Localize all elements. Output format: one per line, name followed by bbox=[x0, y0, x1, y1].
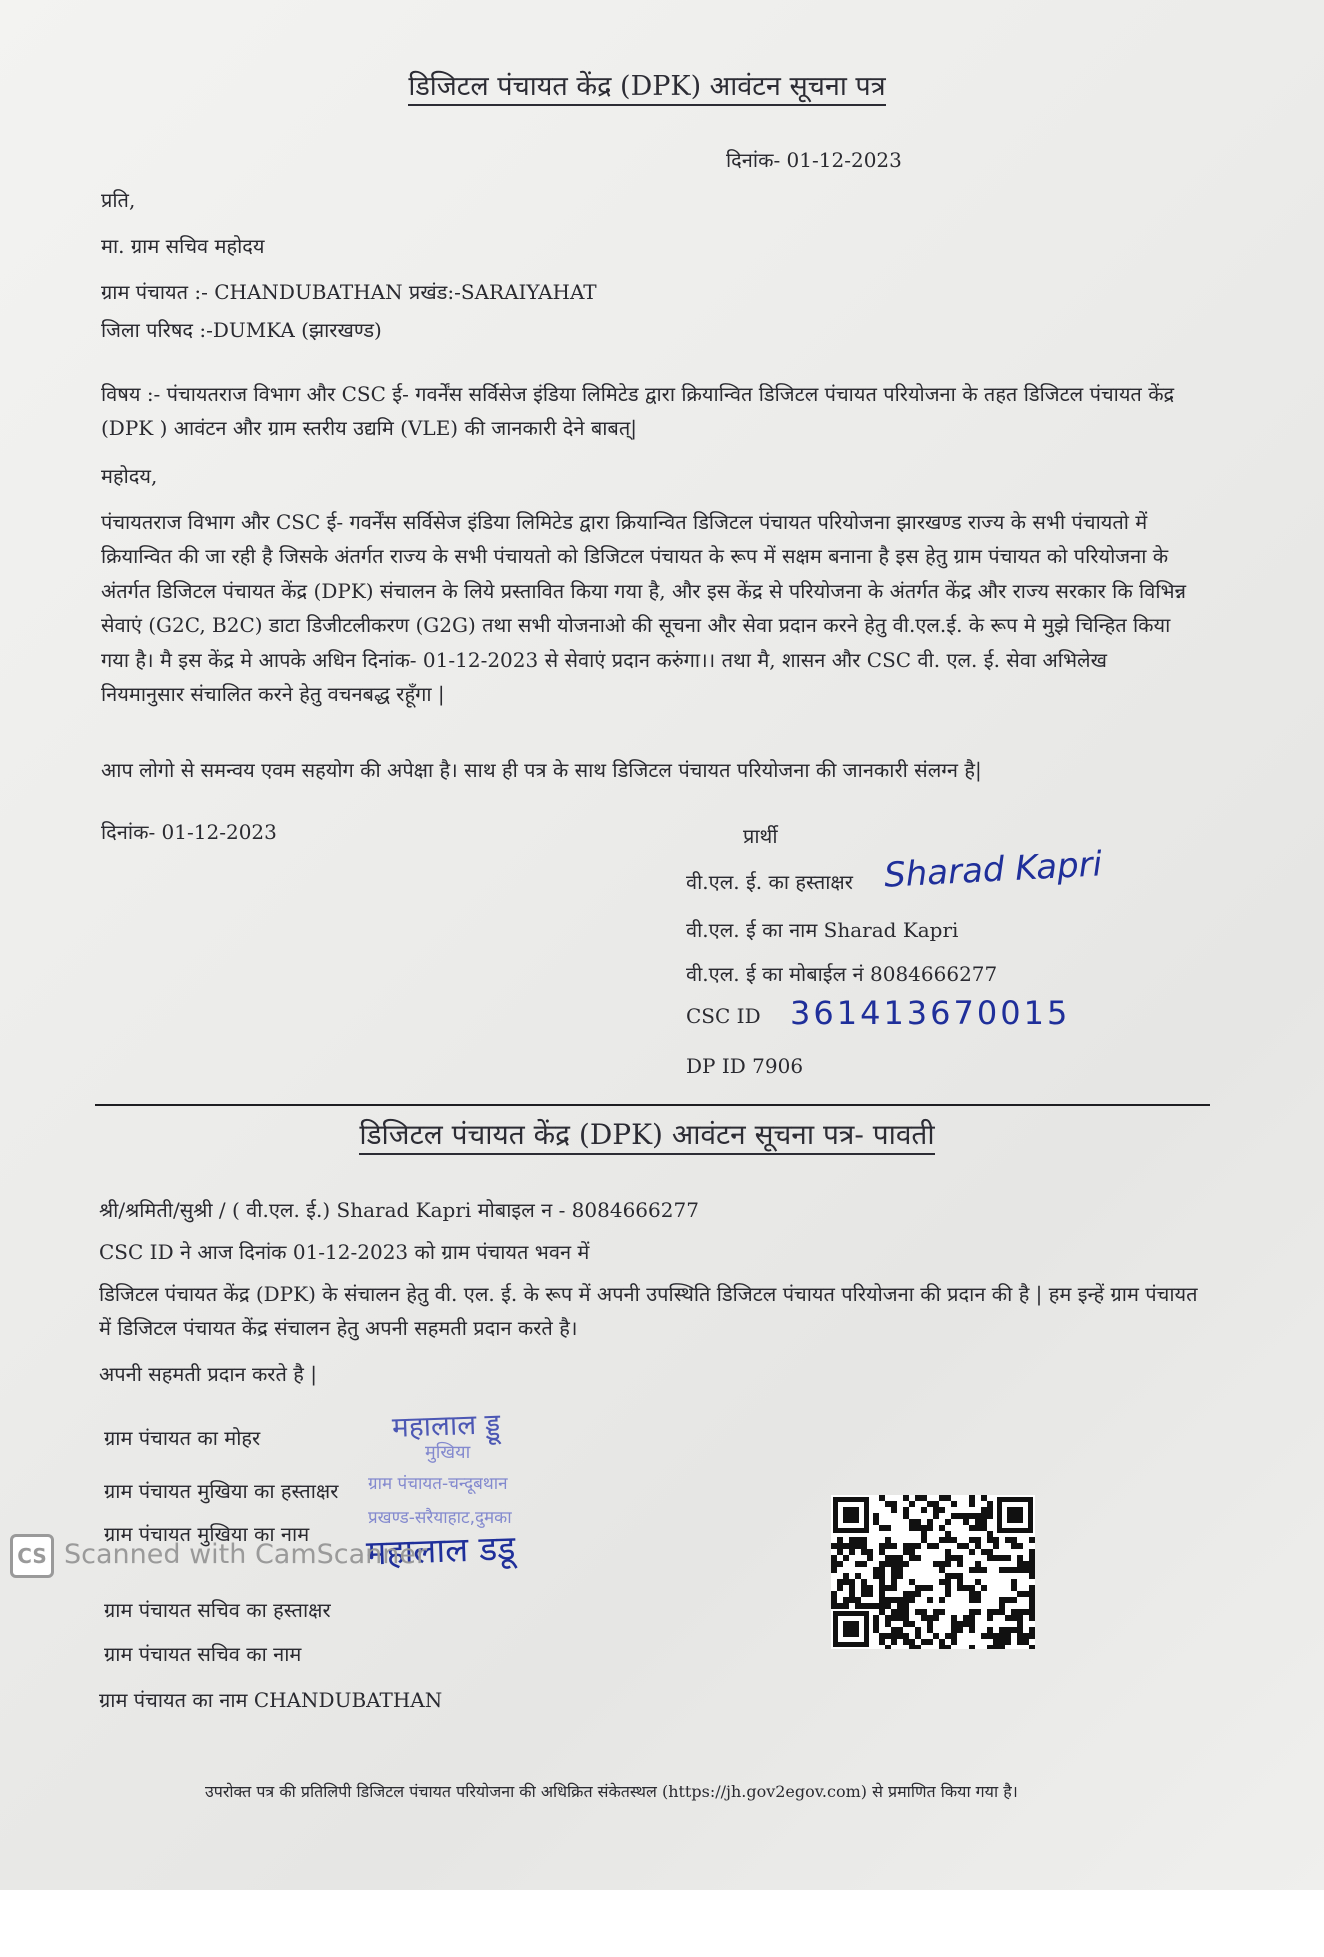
qr-code bbox=[831, 1495, 1035, 1649]
secretary-signature-label: ग्राम पंचायत सचिव का हस्ताक्षर bbox=[104, 1598, 331, 1622]
section-divider bbox=[95, 1104, 1210, 1106]
stamp-title-line: मुखिया bbox=[425, 1442, 471, 1463]
panchayat-name: ग्राम पंचायत का नाम CHANDUBATHAN bbox=[99, 1688, 443, 1712]
head-name-label: ग्राम पंचायत मुखिया का नाम bbox=[104, 1522, 310, 1546]
receipt-consent: अपनी सहमती प्रदान करते है | bbox=[99, 1362, 317, 1386]
letter-body: पंचायतराज विभाग और CSC ई- गवर्नेंस सर्विसेज इंडिया लिमिटेड द्वारा क्रियान्वित डिजिटल पंचायत परियोजना झारखण्ड राज्य के सभी पंचायतो में क्रियान्वित की जा रही है जिसके अंतर्गत राज्य के सभी पंचायतो को डिजिटल पंचायत के रूप में सक्षम बनाना है इस हेतु ग्राम पंचायत को परियोजना के अंतर्गत डिजिटल पंचायत केंद्र (DPK) संचालन के लिये प्रस्तावित किया गया है, और इस केंद्र से परियोजना के अंतर्गत केंद्र और राज्य सरकार कि विभिन्न सेवाएं (G2C, B2C) डाटा डिजीटलीकरण (G2G) तथा सभी योजनाओ की सूचना और सेवा प्रदान करने हेतु वी.एल.ई. के रूप मे मुझे चिन्हित किया गया है। मै इस केंद्र मे आपके अधिन दिनांक- 01-12-2023 से सेवाएं प्रदान करुंगा।। तथा मै, शासन और CSC वी. एल. ई. सेवा अभिलेख नियमानुसार संचालित करने हेतु वचनबद्ध रहूँगा | bbox=[101, 510, 1186, 707]
letter-title: डिजिटल पंचायत केंद्र (DPK) आवंटन सूचना पत्र bbox=[0, 66, 1294, 103]
head-signature-label: ग्राम पंचायत मुखिया का हस्ताक्षर bbox=[104, 1479, 339, 1503]
addressee-line: जिला परिषद :-DUMKA (झारखण्ड) bbox=[101, 318, 382, 342]
request-line: आप लोगो से समन्वय एवम सहयोग की अपेक्षा है। साथ ही पत्र के साथ डिजिटल पंचायत परियोजना की जानकारी संलग्न है| bbox=[101, 758, 982, 782]
csc-id-label: CSC ID bbox=[686, 1004, 761, 1028]
camscanner-logo: CS bbox=[10, 1534, 54, 1578]
seal-label: ग्राम पंचायत का मोहर bbox=[104, 1426, 261, 1450]
receipt-csc-line: CSC ID ने आज दिनांक 01-12-2023 को ग्राम पंचायत भवन में bbox=[99, 1240, 590, 1264]
head-signature: महालाल डडू bbox=[365, 1528, 517, 1574]
applicant-heading: प्रार्थी bbox=[743, 824, 778, 848]
bottom-date: दिनांक- 01-12-2023 bbox=[101, 820, 277, 844]
vle-signature: Sharad Kapri bbox=[883, 844, 1104, 896]
receipt-title: डिजिटल पंचायत केंद्र (DPK) आवंटन सूचना पत्र- पावती bbox=[0, 1115, 1294, 1153]
vle-name: वी.एल. ई का नाम Sharad Kapri bbox=[686, 918, 959, 942]
camscanner-watermark: Scanned with CamScanner bbox=[64, 1539, 428, 1570]
stamp-name-line: महालाल ड्डू bbox=[391, 1407, 501, 1444]
csc-id-handwritten: 361413670015 bbox=[790, 994, 1071, 1032]
salutation: महोदय, bbox=[101, 464, 158, 488]
stamp-panchayat-line: ग्राम पंचायत-चन्दूबथान bbox=[368, 1474, 508, 1494]
page-bottom-margin bbox=[0, 1890, 1324, 1957]
letter-date: दिनांक- 01-12-2023 bbox=[726, 148, 902, 172]
secretary-name-label: ग्राम पंचायत सचिव का नाम bbox=[104, 1642, 302, 1666]
receipt-paragraph: डिजिटल पंचायत केंद्र (DPK) के संचालन हेतु वी. एल. ई. के रूप में अपनी उपस्थिति डिजिटल पंचायत परियोजना की प्रदान की है | हम इन्हें ग्राम पंचायत में डिजिटल पंचायत केंद्र संचालन हेतु अपनी सहमती प्रदान करते है। bbox=[99, 1282, 1198, 1341]
dp-id: DP ID 7906 bbox=[686, 1054, 804, 1078]
footer-note: उपरोक्त पत्र की प्रतिलिपी डिजिटल पंचायत परियोजना की अधिक्रित संकेतस्थल (https://jh.gov2egov.com) से प्रमाणित किया गया है। bbox=[205, 1782, 1018, 1801]
addressee-line: मा. ग्राम सचिव महोदय bbox=[101, 234, 265, 258]
addressee-line: ग्राम पंचायत :- CHANDUBATHAN प्रखंड:-SARAIYAHAT bbox=[101, 280, 597, 304]
vle-signature-label: वी.एल. ई. का हस्ताक्षर bbox=[686, 870, 853, 894]
letter-subject: विषय :- पंचायतराज विभाग और CSC ई- गवर्नेंस सर्विसेज इंडिया लिमिटेड द्वारा क्रियान्वित डिजिटल पंचायत परियोजना के तहत डिजिटल पंचायत केंद्र (DPK ) आवंटन और ग्राम स्तरीय उद्यमि (VLE) की जानकारी देने बाबत्| bbox=[101, 382, 1175, 441]
addressee-line: प्रति, bbox=[101, 188, 136, 212]
receipt-vle-line: श्री/श्रमिती/सुश्री / ( वी.एल. ई.) Sharad Kapri मोबाइल न - 8084666277 bbox=[99, 1198, 699, 1222]
vle-mobile: वी.एल. ई का मोबाईल नं 8084666277 bbox=[686, 962, 998, 986]
stamp-block-line: प्रखण्ड-सरैयाहाट,दुमका bbox=[368, 1508, 512, 1528]
